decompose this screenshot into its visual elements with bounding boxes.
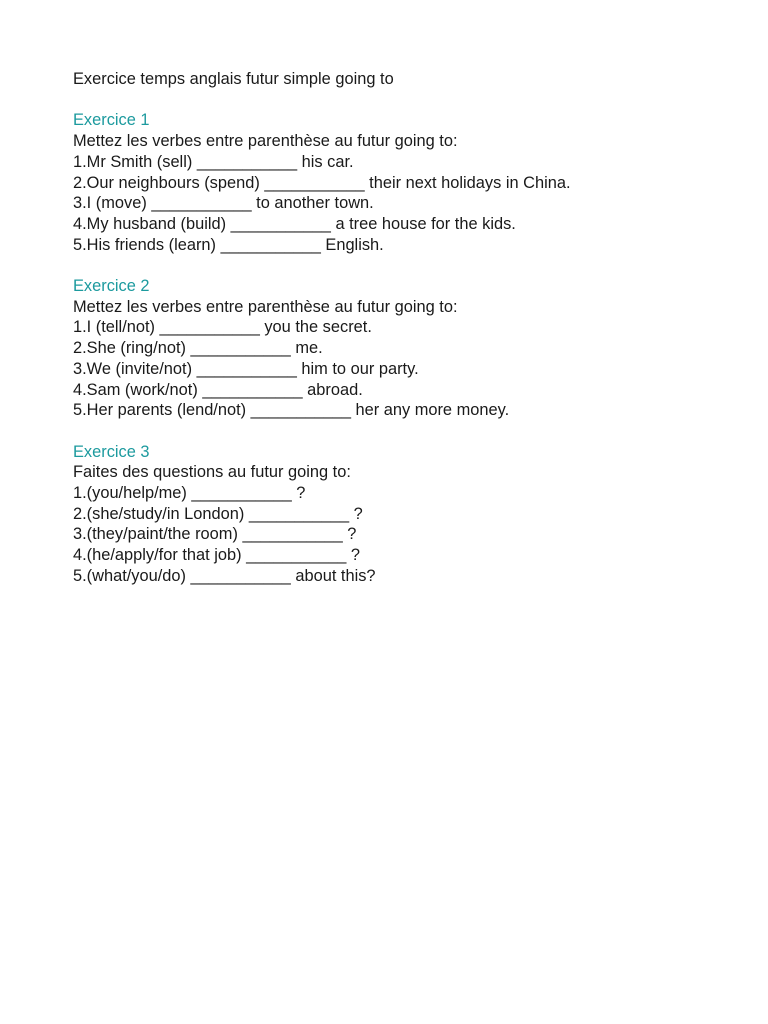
exercise-item: 5.Her parents (lend/not) ___________ her any more money. bbox=[73, 401, 510, 420]
exercise-item: 1.I (tell/not) ___________ you the secret. bbox=[73, 318, 372, 337]
exercise-instruction: Mettez les verbes entre parenthèse au futur going to: bbox=[73, 297, 458, 316]
exercise-item: 2.Our neighbours (spend) ___________ their next holidays in China. bbox=[73, 173, 571, 192]
exercise-heading: Exercice 1 bbox=[73, 111, 150, 130]
exercise-2 bbox=[73, 276, 768, 421]
exercise-instruction: Faites des questions au futur going to: bbox=[73, 463, 351, 482]
exercise-3 bbox=[73, 442, 768, 587]
exercise-items bbox=[73, 152, 768, 256]
exercise-instruction: Mettez les verbes entre parenthèse au futur going to: bbox=[73, 132, 458, 151]
exercise-item: 3.We (invite/not) ___________ him to our party. bbox=[73, 359, 419, 378]
exercise-items bbox=[73, 483, 768, 587]
exercise-item: 4.My husband (build) ___________ a tree house for the kids. bbox=[73, 214, 516, 233]
exercise-heading: Exercice 3 bbox=[73, 442, 150, 461]
exercise-item: 3.(they/paint/the room) ___________ ? bbox=[73, 525, 357, 544]
exercise-item: 1.(you/help/me) ___________ ? bbox=[73, 484, 306, 503]
exercise-item: 4.Sam (work/not) ___________ abroad. bbox=[73, 380, 363, 399]
document-title: Exercice temps anglais futur simple going to bbox=[73, 70, 394, 88]
exercise-heading: Exercice 2 bbox=[73, 277, 150, 295]
exercise-item: 2.(she/study/in London) ___________ ? bbox=[73, 504, 363, 523]
exercise-item: 3.I (move) ___________ to another town. bbox=[73, 194, 374, 213]
exercise-1 bbox=[73, 110, 768, 255]
exercise-item: 2.She (ring/not) ___________ me. bbox=[73, 339, 323, 358]
exercise-items bbox=[73, 317, 768, 421]
exercise-item: 1.Mr Smith (sell) ___________ his car. bbox=[73, 152, 354, 171]
exercise-item: 5.(what/you/do) ___________ about this? bbox=[73, 566, 376, 585]
exercise-item: 5.His friends (learn) ___________ English. bbox=[73, 235, 384, 254]
exercise-item: 4.(he/apply/for that job) ___________ ? bbox=[73, 546, 361, 565]
